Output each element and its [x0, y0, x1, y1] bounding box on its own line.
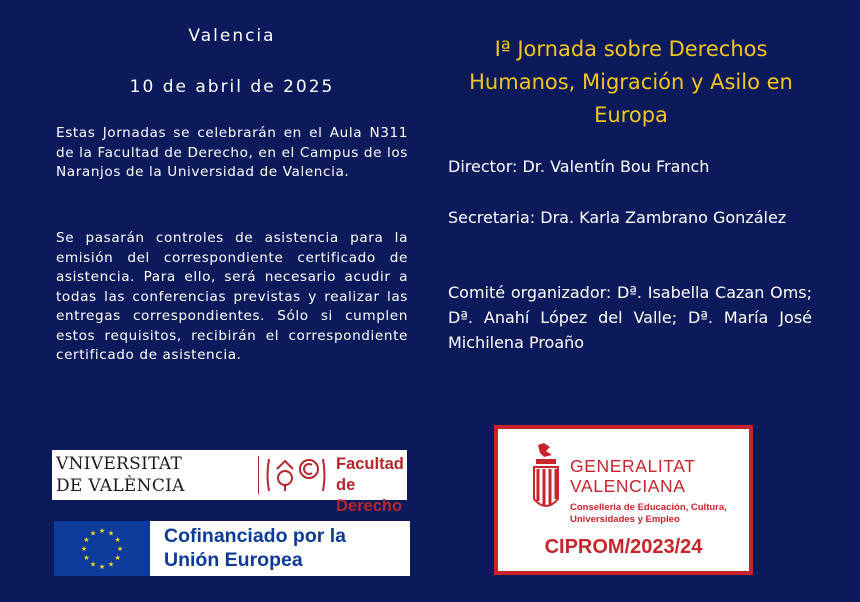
director-line: Director: Dr. Valentín Bou Franch: [448, 157, 710, 176]
generalitat-logo: [494, 425, 753, 575]
svg-text:★: ★: [80, 545, 88, 553]
eu-cofunding-logo: [54, 521, 410, 576]
svg-text:★: ★: [98, 527, 106, 535]
svg-text:★: ★: [89, 529, 97, 538]
generalitat-name: GENERALITAT VALENCIANA: [570, 456, 696, 496]
event-date: 10 de abril de 2025: [129, 77, 335, 97]
city: Valencia: [188, 26, 276, 46]
svg-text:★: ★: [98, 563, 106, 571]
svg-text:★: ★: [107, 529, 115, 538]
svg-text:★: ★: [107, 560, 115, 569]
committee-line: Comité organizador: Dª. Isabella Cazan Oms; Dª. Anahí López del Valle; Dª. María José Michilena Proaño: [448, 283, 812, 352]
svg-text:★: ★: [83, 554, 90, 562]
conselleria-name: Conselleria de Educación, Cultura, Universidades y Empleo: [570, 502, 727, 525]
event-title: Iª Jornada sobre Derechos Humanos, Migración y Asilo en Europa: [469, 37, 793, 127]
svg-text:★: ★: [114, 554, 121, 562]
secretary-line: Secretaria: Dra. Karla Zambrano González: [448, 208, 787, 227]
svg-text:★: ★: [89, 560, 97, 569]
logo-divider: [258, 456, 259, 494]
venue-paragraph: Estas Jornadas se celebrarán en el Aula N311 de la Facultad de Derecho, en el Campus de los Naranjos de la Universidad de Valencia.: [56, 125, 408, 180]
university-name: VNIVERSITAT DE VALÈNCIA: [56, 454, 185, 496]
eu-flag-icon: [54, 521, 150, 576]
university-faculty-logo: [52, 450, 407, 515]
project-code: CIPROM/2023/24: [544, 536, 703, 558]
generalitat-emblem-icon: [530, 441, 562, 525]
svg-text:★: ★: [116, 545, 124, 553]
faculty-emblem-icon: [265, 455, 327, 495]
svg-text:★: ★: [83, 536, 90, 544]
attendance-paragraph: Se pasarán controles de asistencia para la emisión del correspondiente certificado de asistencia. Para ello, será necesario acudir a todas las conferencias previstas y realizar las entregas correspondientes. Sólo si cumplen estos requisitos, recibirán el correspondiente certificado de asistencia.: [56, 230, 408, 363]
svg-text:★: ★: [114, 536, 121, 544]
eu-cofunding-text: Cofinanciado por la Unión Europea: [164, 525, 347, 571]
faculty-name: Facultad de Derecho: [336, 455, 404, 515]
